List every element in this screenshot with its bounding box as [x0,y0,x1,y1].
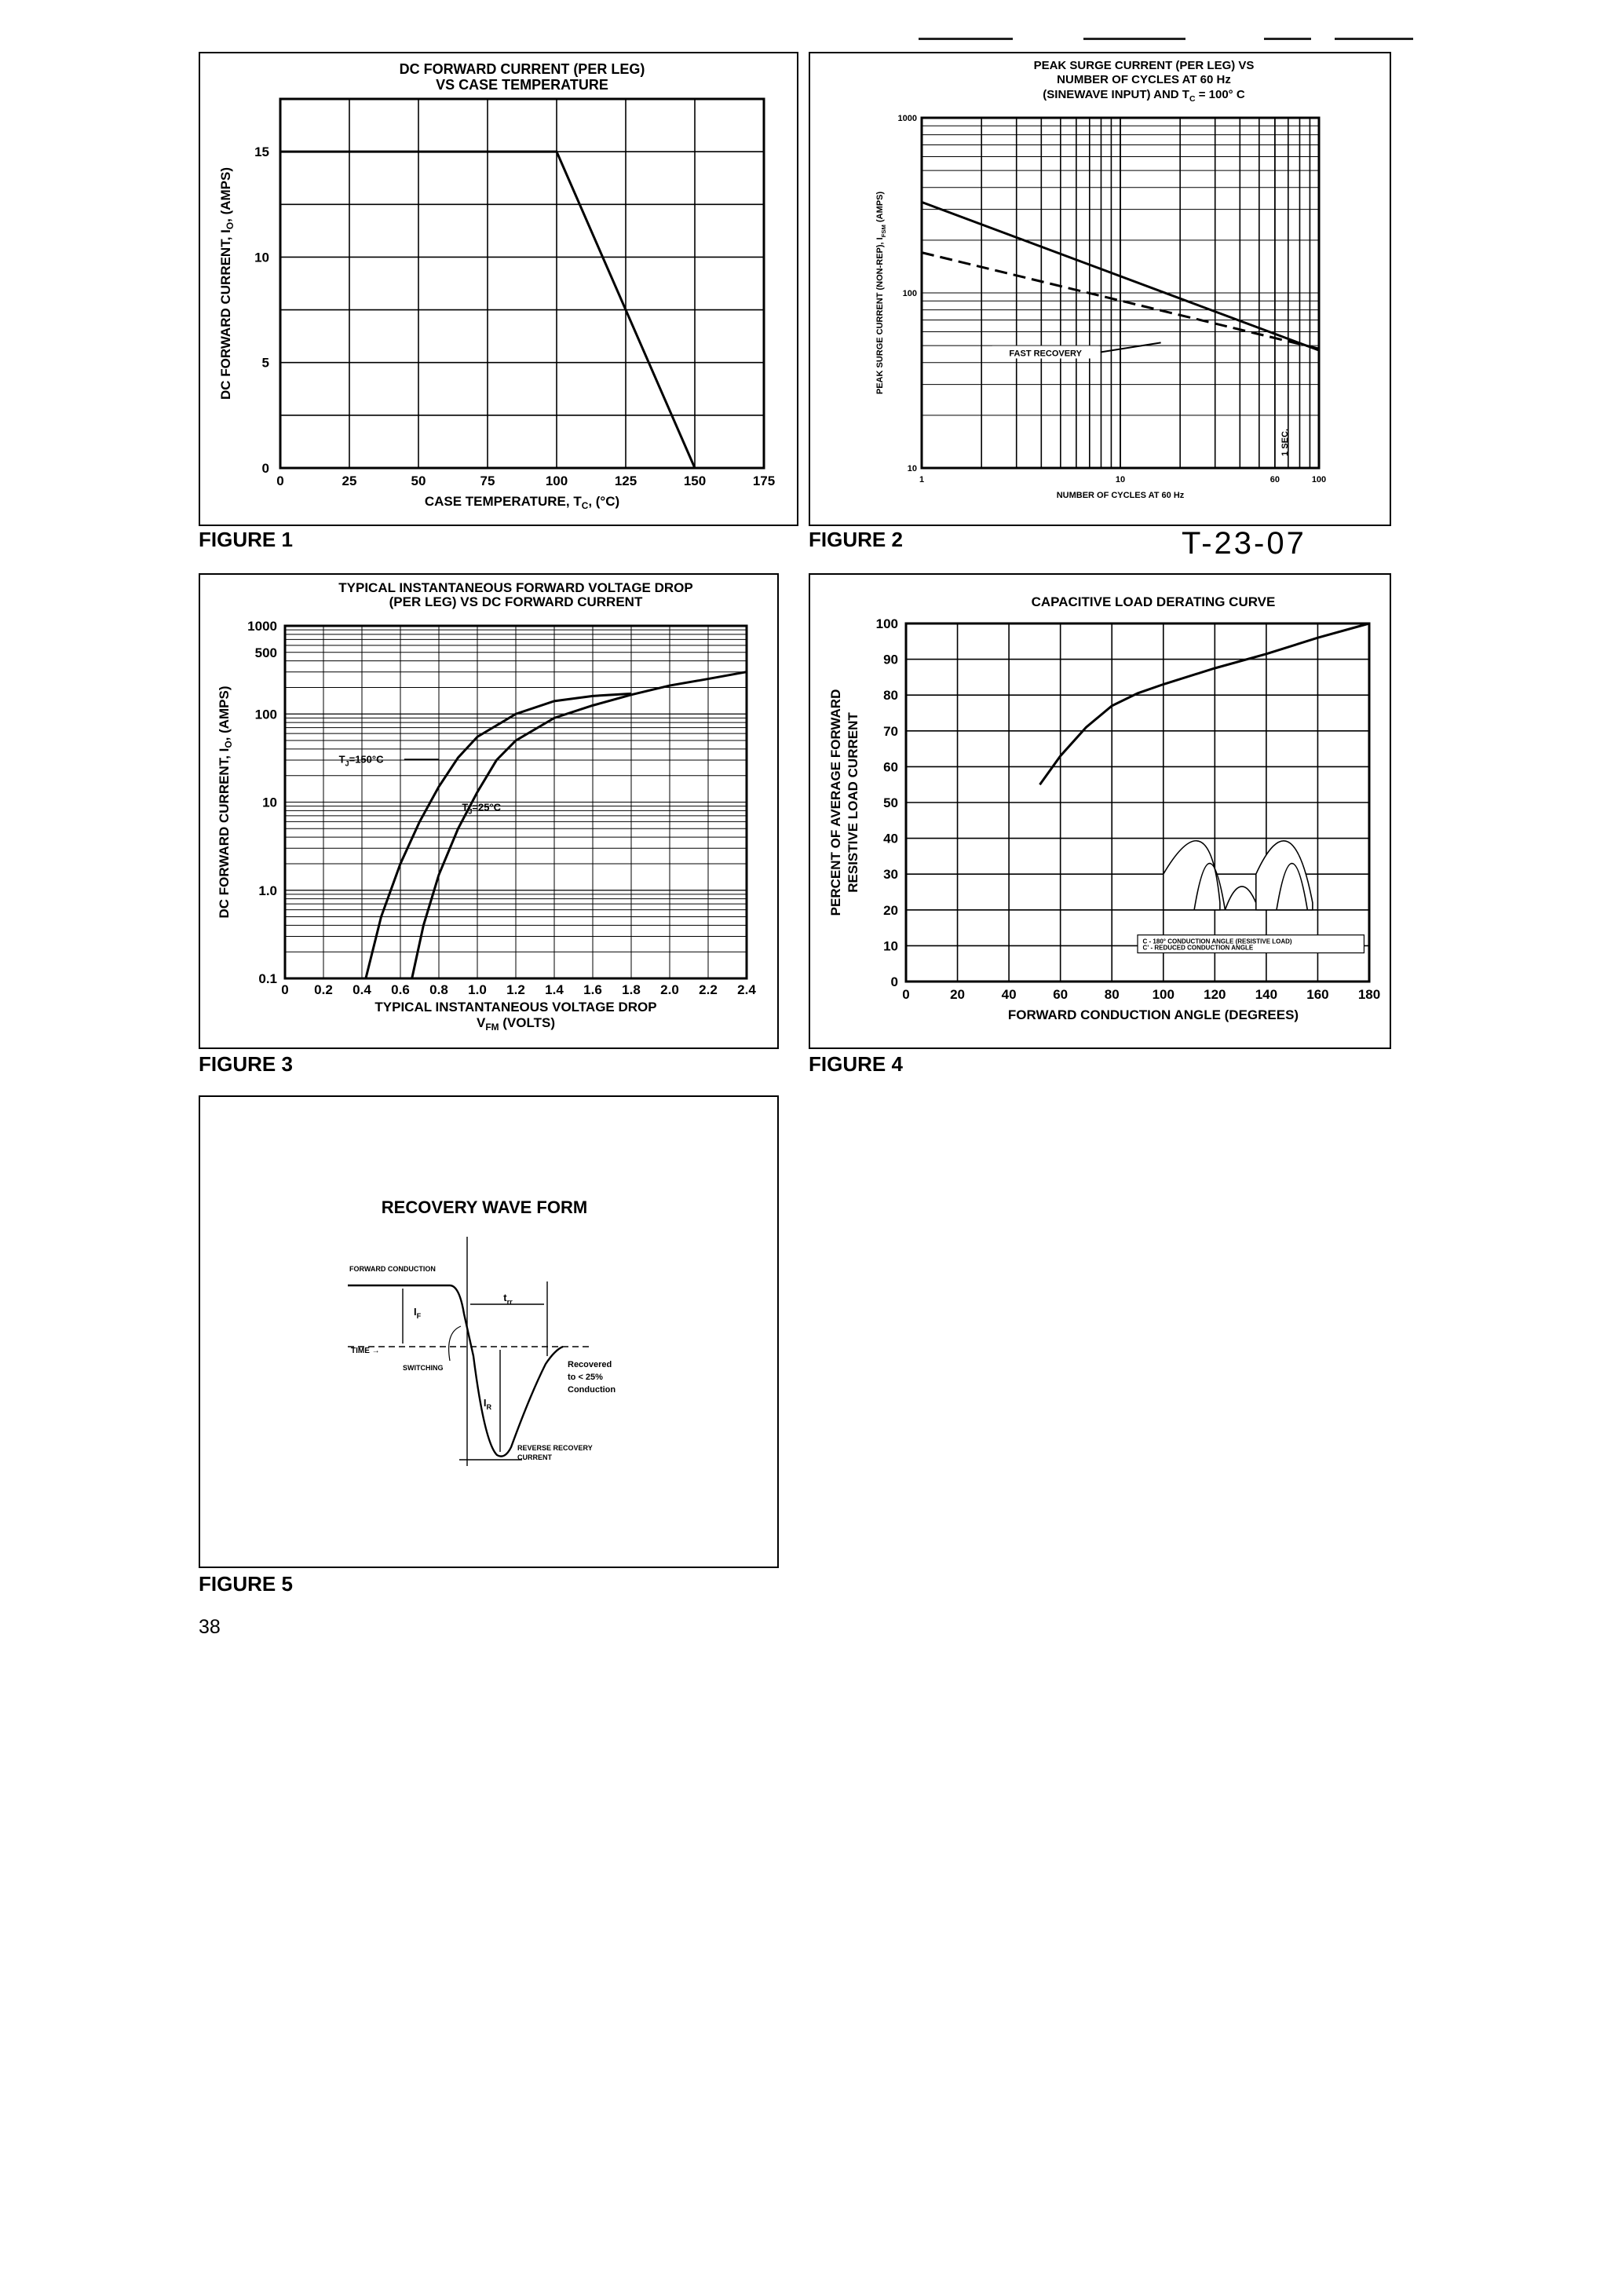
figure-5-panel [199,1095,779,1568]
x-tick-label: 80 [1104,987,1120,1002]
chart-subtitle: NUMBER OF CYCLES AT 60 Hz [1057,73,1231,86]
scan-edge-artifact [1083,38,1185,40]
scan-edge-artifact [1264,38,1311,40]
x-tick-label: 2.0 [660,982,679,997]
handwritten-code: T-23-07 [1182,526,1306,561]
x-tick-label: 160 [1306,987,1329,1002]
label-rrc-2: CURRENT [517,1453,552,1461]
x-tick-label: 40 [1001,987,1017,1002]
y-axis-label: DC FORWARD CURRENT, $I_O$, (AMPS) [217,686,234,919]
x-tick-label: 0.4 [353,982,371,997]
y-tick-label: 80 [883,688,898,704]
x-axis-label: TYPICAL INSTANTANEOUS VOLTAGE DROP [374,1000,657,1015]
figure-3-panel [199,573,779,1049]
x-tick-label: 10 [1115,475,1126,484]
label-trr: $t_{rr}$ [503,1292,513,1306]
y-tick-label: 100 [902,289,917,298]
x-tick-label: 60 [1269,475,1280,484]
x-tick-label: 0 [281,982,289,997]
series-label-tj25: $T_J=25^\circ C$ [462,801,502,816]
figure-3-label: FIGURE 3 [199,1052,293,1076]
chart-title: CAPACITIVE LOAD DERATING CURVE [1031,594,1276,609]
y-tick-label: 100 [875,616,898,631]
y-tick-label: 10 [907,464,917,473]
chart-title: PEAK SURGE CURRENT (PER LEG) VS [1033,59,1255,72]
chart-subtitle-2: (SINEWAVE INPUT) AND $T_C = 100^\circ$ C [1043,88,1245,104]
inset-legend-line-2: C' - REDUCED CONDUCTION ANGLE [1142,944,1254,952]
y-tick-label: 0 [261,461,269,476]
x-tick-label: 2.2 [699,982,718,997]
x-tick-label: 125 [614,473,637,488]
chart-title: TYPICAL INSTANTANEOUS FORWARD VOLTAGE DROP [338,580,693,595]
inset-legend-line-1: C - 180° CONDUCTION ANGLE (RESISTIVE LOAD) [1142,938,1292,945]
x-axis-label-2: $V_{FM}$ (VOLTS) [477,1015,555,1033]
waveform-line [348,1285,563,1457]
y-tick-label: 0.1 [258,971,277,986]
x-tick-label: 1.2 [506,982,525,997]
y-axis-label: PEAK SURGE CURRENT (NON-REP), $I_{FSM}$ (AMPS) [875,191,887,395]
x-tick-label: 20 [950,987,966,1002]
figure-1-panel [199,52,798,526]
y-tick-label: 1000 [897,114,917,123]
x-tick-label: 100 [1311,475,1327,484]
annotation-1-sec: 1 SEC. [1280,428,1290,456]
y-tick-label: 20 [883,902,898,918]
figure-1-label: FIGURE 1 [199,528,293,551]
chart-subtitle: VS CASE TEMPERATURE [436,77,608,93]
y-tick-label: 100 [254,707,277,722]
y-tick-label: 50 [883,795,898,810]
chart-title: DC FORWARD CURRENT (PER LEG) [399,61,645,77]
x-tick-label: 60 [1053,987,1069,1002]
x-tick-label: 175 [752,473,776,488]
series-line [1039,623,1369,784]
annotation-fast-recovery: FAST RECOVERY [1009,349,1082,359]
x-tick-label: 100 [545,473,568,488]
label-if: $I_F$ [414,1306,422,1320]
y-tick-label: 10 [883,938,898,954]
x-tick-label: 100 [1152,987,1174,1002]
x-tick-label: 1.0 [468,982,487,997]
x-tick-label: 0 [902,987,910,1002]
x-tick-label: 1.4 [545,982,564,997]
y-tick-label: 60 [883,759,898,775]
label-recovered-1: Recovered [568,1360,612,1369]
label-time: TIME → [351,1347,380,1355]
y-tick-label: 30 [883,867,898,883]
x-tick-label: 150 [683,473,707,488]
figure-2-panel [809,52,1391,526]
y-tick-label: 0 [890,974,898,989]
figure-5-diagram [200,1097,777,1567]
y-tick-label: 40 [883,831,898,846]
label-ir: $I_R$ [483,1397,492,1411]
label-rrc-1: REVERSE RECOVERY [517,1444,593,1452]
y-tick-label: 500 [254,645,277,660]
x-tick-label: 180 [1357,987,1381,1002]
y-tick-label: 10 [254,250,269,265]
scan-edge-artifact [919,38,1013,40]
figure-4-chart [810,575,1390,1047]
figure-2-label: FIGURE 2 [809,528,903,551]
y-axis-label: PERCENT OF AVERAGE FORWARD [828,689,843,916]
y-tick-label: 90 [883,652,898,667]
y-tick-label: 70 [883,723,898,739]
figure-2-chart [810,53,1390,525]
y-tick-label: 10 [262,795,277,810]
label-forward: FORWARD CONDUCTION [349,1265,436,1273]
scan-edge-artifact [1335,38,1413,40]
x-tick-label: 1.6 [583,982,602,997]
figure-1-chart [200,53,797,525]
label-switching: SWITCHING [403,1364,444,1372]
y-axis-label: DC FORWARD CURRENT, $I_O$, (AMPS) [218,166,236,400]
x-tick-label: 0 [276,473,284,488]
x-tick-label: 2.4 [737,982,756,997]
x-tick-label: 1.8 [622,982,641,997]
x-axis-label: NUMBER OF CYCLES AT 60 Hz [1056,491,1185,500]
x-tick-label: 0.6 [391,982,410,997]
plot-frame [280,99,764,468]
y-tick-label: 1.0 [258,883,277,898]
figure-4-label: FIGURE 4 [809,1052,903,1076]
x-tick-label: 120 [1204,987,1226,1002]
x-tick-label: 75 [480,473,495,488]
x-axis-label: CASE TEMPERATURE, $T_C$, (°C) [424,494,620,511]
y-tick-label: 5 [261,355,269,371]
figure-4-panel [809,573,1391,1049]
switching-pointer [449,1326,461,1361]
figure-5-label: FIGURE 5 [199,1572,293,1596]
series-line-tj150 [366,693,631,978]
waveform-peak-1 [1164,841,1220,910]
x-tick-label: 0.8 [429,982,448,997]
diagram-title: RECOVERY WAVE FORM [381,1197,588,1217]
y-axis-label-2: RESISTIVE LOAD CURRENT [846,712,860,893]
x-tick-label: 25 [342,473,357,488]
x-tick-label: 0.2 [314,982,333,997]
figure-3-chart [200,575,777,1047]
series-label-tj150: $T_J=150^\circ C$ [338,753,384,768]
label-recovered-2: to < 25% [568,1373,603,1382]
x-axis-label: FORWARD CONDUCTION ANGLE (DEGREES) [1007,1007,1299,1022]
annotation-arrow [1101,342,1161,352]
page-number: 38 [199,1616,221,1638]
x-tick-label: 140 [1255,987,1278,1002]
waveform-valley [1225,887,1255,910]
y-tick-label: 15 [254,144,269,160]
y-tick-label: 1000 [247,619,277,634]
x-tick-label: 1 [919,475,925,484]
chart-subtitle: (PER LEG) VS DC FORWARD CURRENT [389,594,643,609]
label-recovered-3: Conduction [568,1385,616,1395]
x-tick-label: 50 [411,473,426,488]
